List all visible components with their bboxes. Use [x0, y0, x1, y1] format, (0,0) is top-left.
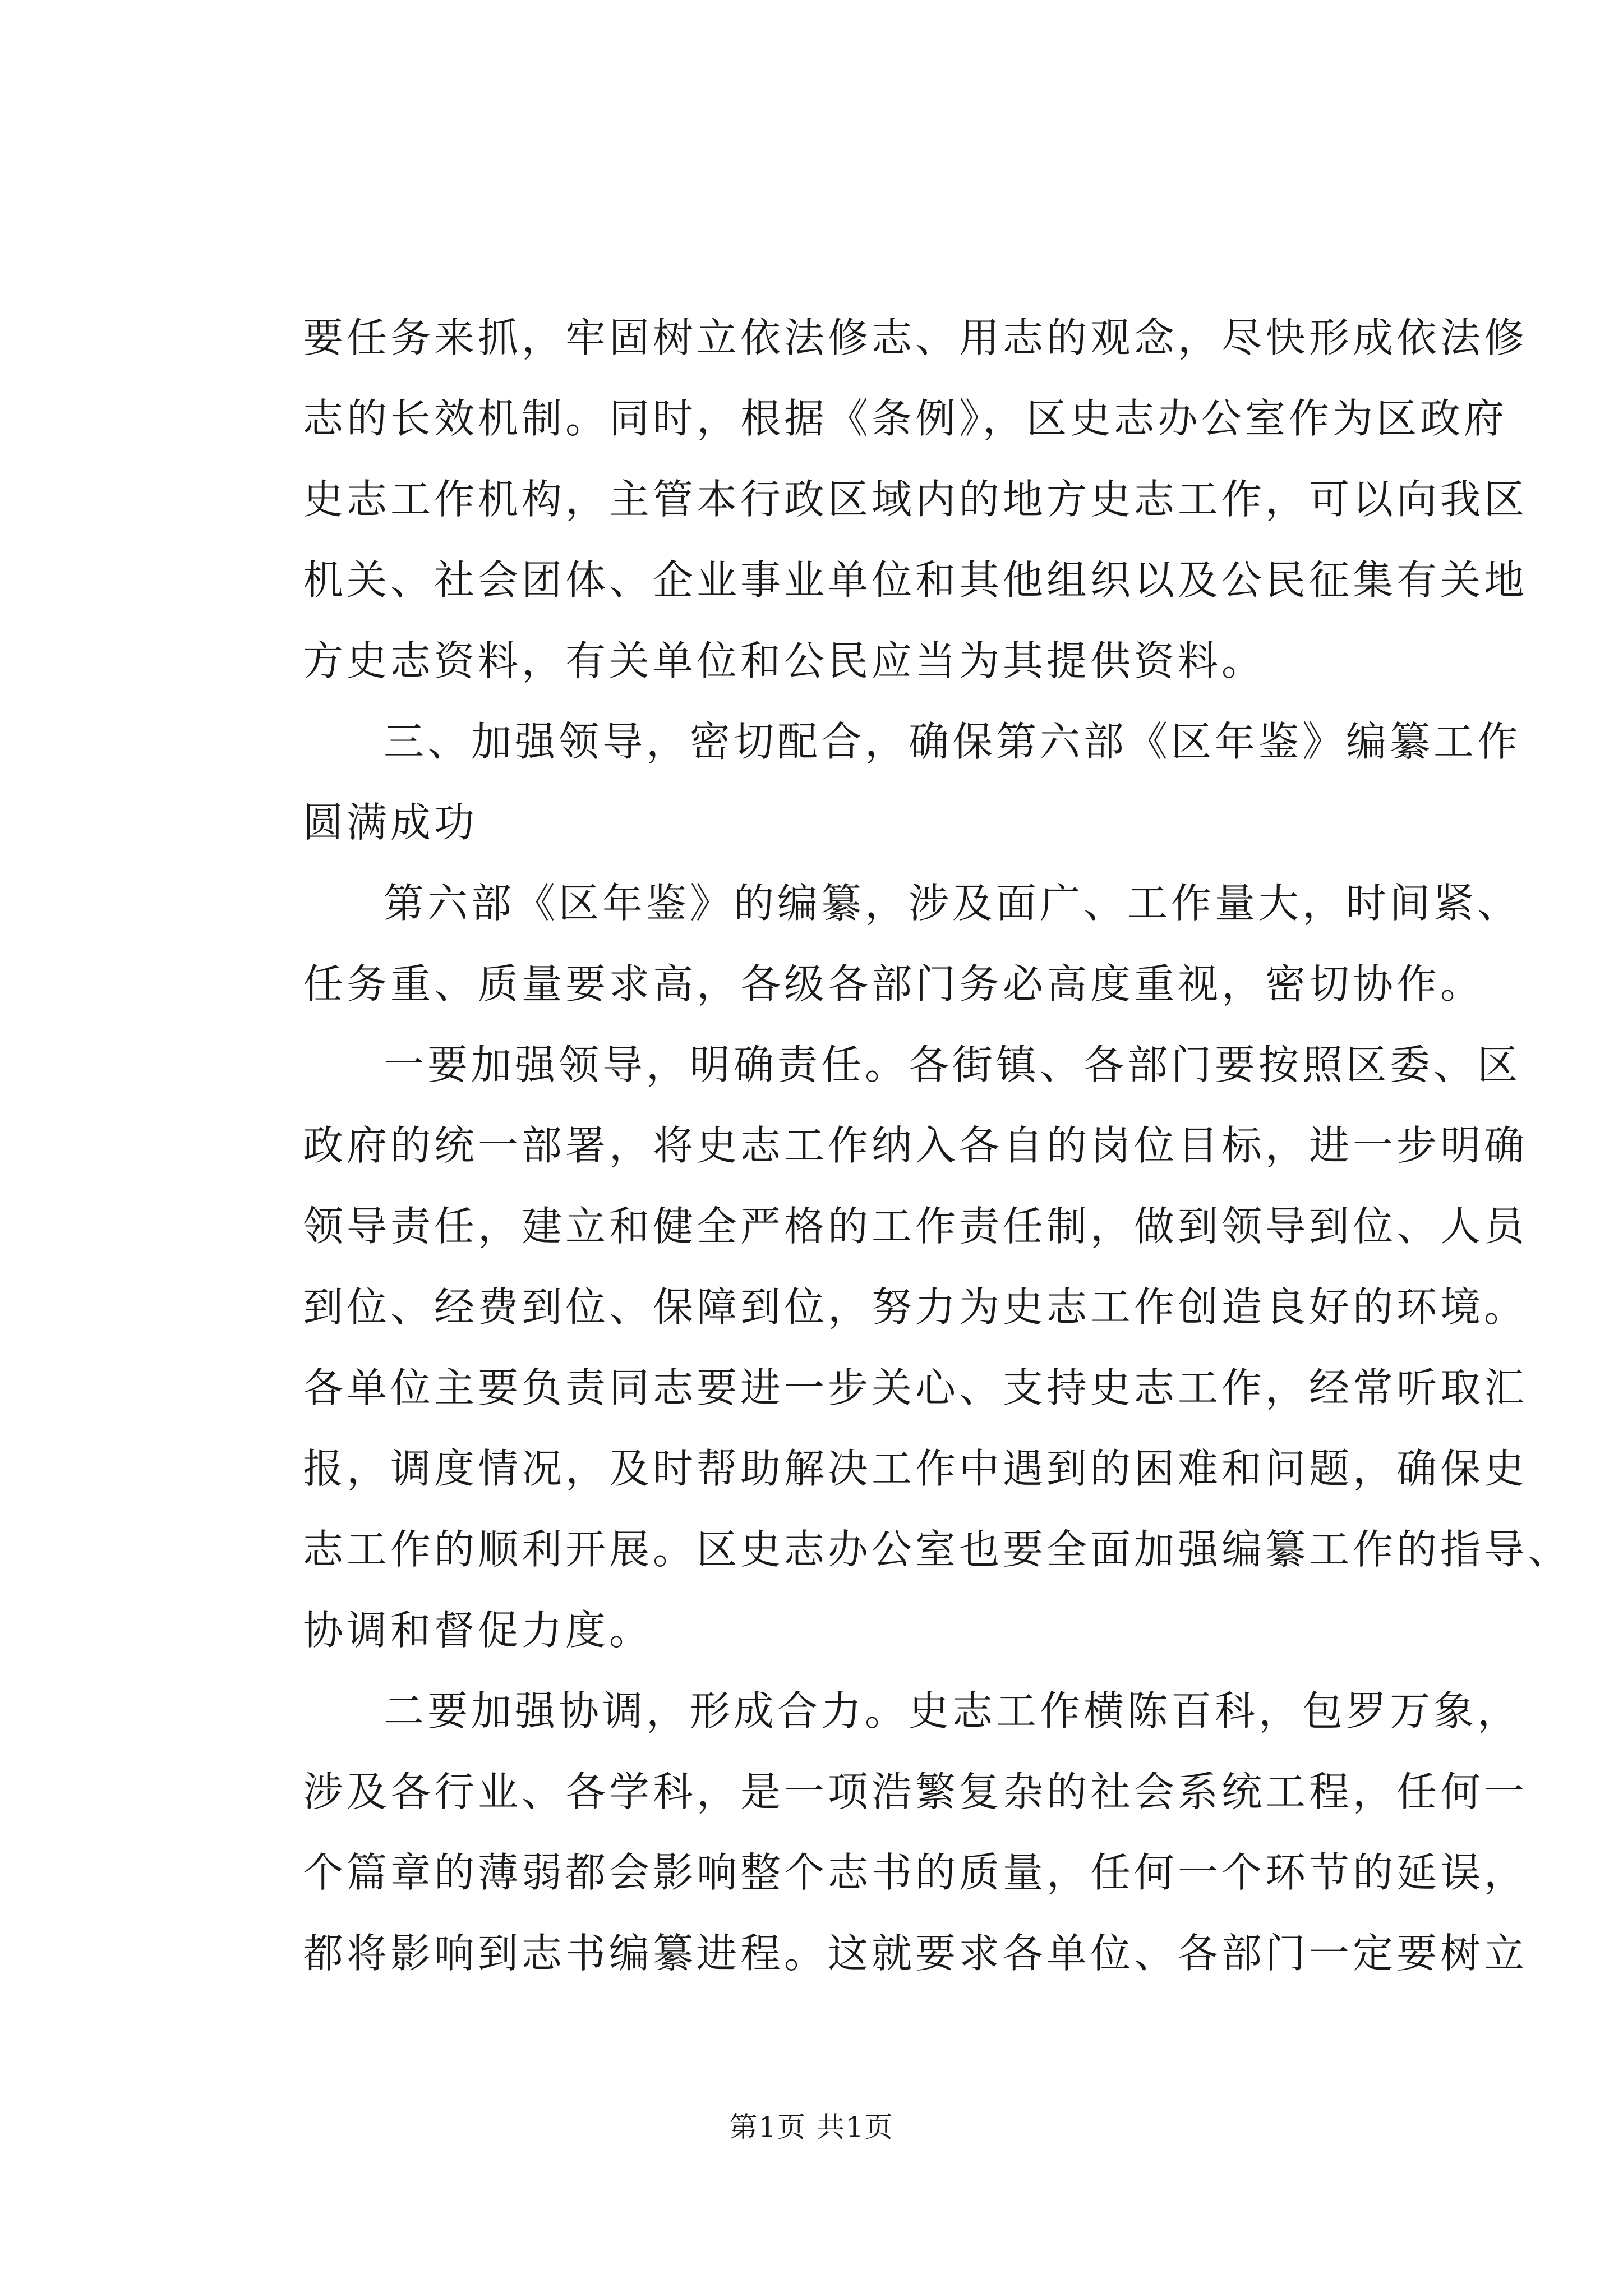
text-line: 方史志资料，有关单位和公民应当为其提供资料。: [303, 637, 1266, 684]
text-line: 志的长效机制。同时，根据《条例》，区史志办公室作为区政府: [303, 395, 1508, 442]
text-line: 一要加强领导，明确责任。各街镇、各部门要按照区委、区: [384, 1041, 1521, 1088]
text-line: 个篇章的薄弱都会影响整个志书的质量，任何一个环节的延误，: [303, 1849, 1528, 1896]
text-line: 协调和督促力度。: [303, 1607, 653, 1654]
text-line: 涉及各行业、各学科，是一项浩繁复杂的社会系统工程，任何一: [303, 1768, 1528, 1815]
section-heading-line: 圆满成功: [303, 799, 478, 846]
text-line: 领导责任，建立和健全严格的工作责任制，做到领导到位、人员: [303, 1203, 1528, 1250]
document-body: [303, 297, 1572, 1994]
text-line: 史志工作机构，主管本行政区域内的地方史志工作，可以向我区: [303, 476, 1528, 523]
text-line: 都将影响到志书编纂进程。这就要求各单位、各部门一定要树立: [303, 1930, 1528, 1977]
text-line: 第六部《区年鉴》的编纂，涉及面广、工作量大，时间紧、: [384, 880, 1521, 927]
text-line: 政府的统一部署，将史志工作纳入各自的岗位目标，进一步明确: [303, 1122, 1528, 1169]
text-line: 任务重、质量要求高，各级各部门务必高度重视，密切协作。: [303, 960, 1484, 1007]
text-line: 各单位主要负责同志要进一步关心、支持史志工作，经常听取汇: [303, 1364, 1528, 1411]
text-line: 志工作的顺利开展。区史志办公室也要全面加强编纂工作的指导、: [303, 1526, 1572, 1573]
page-number-label: 第1页 共1页: [729, 2111, 894, 2143]
text-line: 报，调度情况，及时帮助解决工作中遇到的困难和问题，确保史: [303, 1445, 1528, 1492]
text-line: 要任务来抓，牢固树立依法修志、用志的观念，尽快形成依法修: [303, 314, 1528, 361]
text-line: 到位、经费到位、保障到位，努力为史志工作创造良好的环境。: [303, 1283, 1528, 1331]
page-footer: [0, 2105, 1623, 2145]
section-heading-line: 三、加强领导，密切配合，确保第六部《区年鉴》编纂工作: [384, 718, 1521, 765]
text-line: 机关、社会团体、企业事业单位和其他组织以及公民征集有关地: [303, 556, 1528, 604]
text-line: 二要加强协调，形成合力。史志工作横陈百科，包罗万象，: [384, 1687, 1521, 1734]
